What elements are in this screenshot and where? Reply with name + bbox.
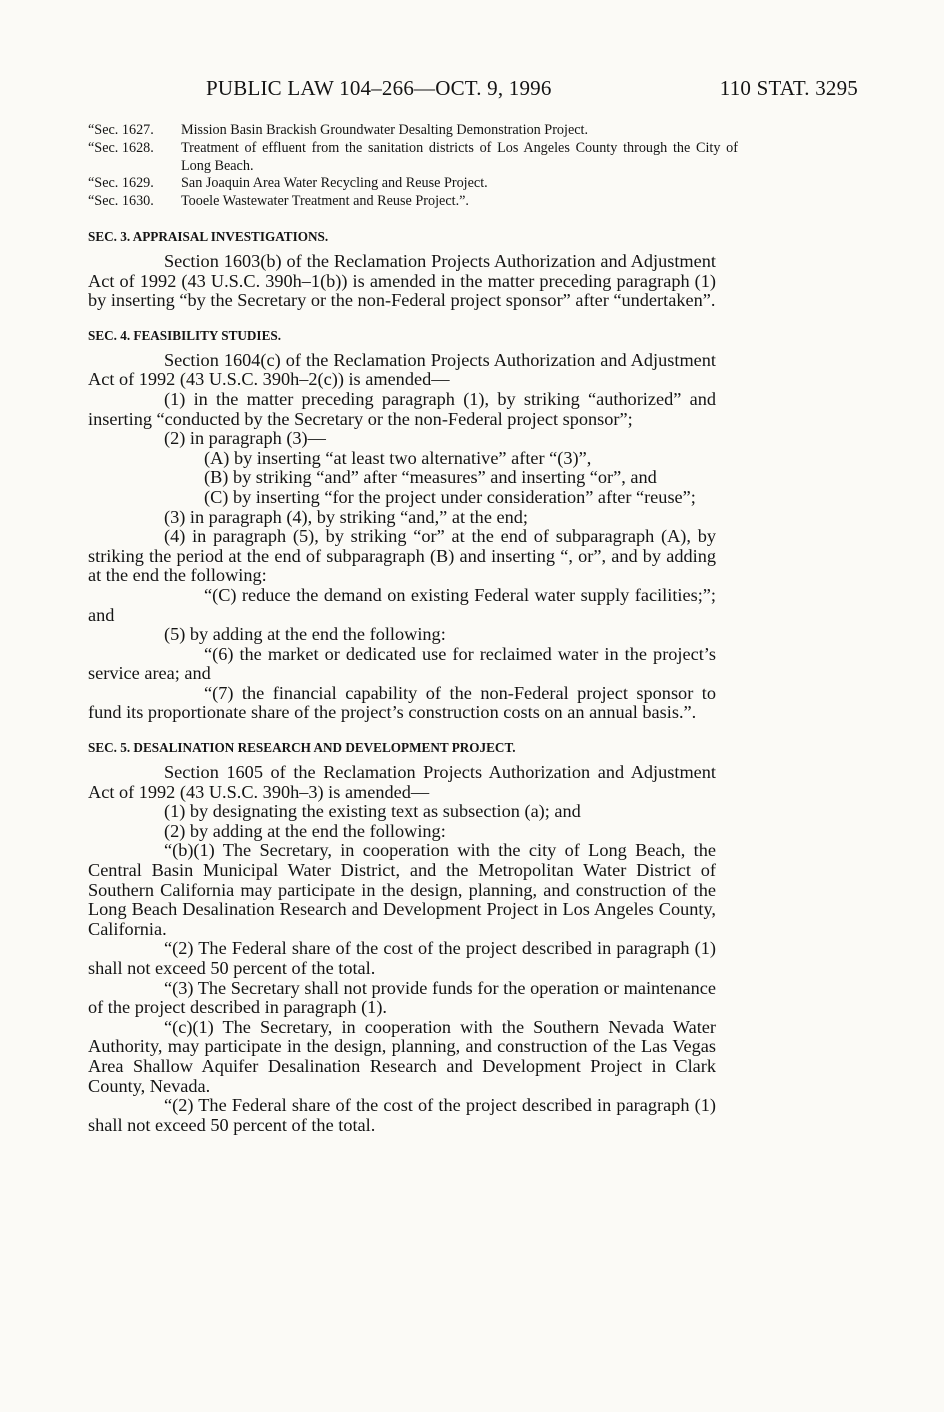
section-5-subsection-c2: “(2) The Federal share of the cost of the project described in paragraph (1) shall not exceed 50 percent of the total.	[88, 1095, 716, 1135]
section-5-paragraph-1: (1) by designating the existing text as subsection (a); and	[164, 801, 581, 822]
toc-entry	[88, 122, 738, 140]
toc-entry-title: Mission Basin Brackish Groundwater Desalting Demonstration Project.	[181, 122, 589, 138]
section-4-subparagraph-c: (C) by inserting “for the project under consideration” after “reuse”;	[204, 486, 696, 507]
toc-entry-number: “Sec. 1627.	[88, 122, 154, 138]
section-4-inserted-c: “(C) reduce the demand on existing Federal water supply facilities;”; and	[88, 584, 716, 625]
section-5-subsection-b1: “(b)(1) The Secretary, in cooperation with the city of Long Beach, the Central Basin Municipal Water District, and the Metropolitan Water District of Southern California may participate in the design, planning, and construction of the Long Beach Desalination Research and Development Project in Los Angeles County, California.	[88, 840, 716, 939]
section-5-subsection-c1: “(c)(1) The Secretary, in cooperation with the Southern Nevada Water Authority, may participate in the design, planning, and construction of the Las Vegas Area Shallow Aquifer Desalination Research and Development Project in Clark County, Nevada.	[88, 1016, 716, 1096]
section-5-heading: SEC. 5. DESALINATION RESEARCH AND DEVELOPMENT PROJECT.	[88, 740, 516, 756]
toc-entry-number: “Sec. 1630.	[88, 193, 154, 210]
section-4-paragraph-3: (3) in paragraph (4), by striking “and,” at the end;	[164, 506, 528, 527]
toc-entry-number: “Sec. 1628.	[88, 139, 154, 156]
toc-entry-title: San Joaquin Area Water Recycling and Reuse Project.	[181, 175, 488, 192]
section-4-paragraph-5: (5) by adding at the end the following:	[164, 624, 446, 645]
toc-entry	[88, 193, 738, 211]
section-3-text: Section 1603(b) of the Reclamation Projects Authorization and Adjustment Act of 1992 (43 U.S.C. 390h–1(b)) is amended in the matter preceding paragraph (1) by inserting “by the Secretary or the non-Federal project sponsor” after “undertaken”.	[88, 251, 716, 311]
document-body	[88, 222, 716, 1135]
table-of-contents-excerpt	[88, 122, 738, 211]
section-5-subsection-b2: “(2) The Federal share of the cost of the project described in paragraph (1) shall not exceed 50 percent of the total.	[88, 938, 716, 978]
section-4-subparagraph-b: (B) by striking “and” after “measures” and inserting “or”, and	[204, 467, 657, 488]
section-5-subsection-b3: “(3) The Secretary shall not provide funds for the operation or maintenance of the project described in paragraph (1).	[88, 977, 716, 1018]
toc-entry	[88, 175, 738, 193]
section-4-inserted-7: “(7) the financial capability of the non-Federal project sponsor to fund its proportionate share of the project’s construction costs on an annual basis.”.	[88, 682, 716, 723]
section-4-heading: SEC. 4. FEASIBILITY STUDIES.	[88, 327, 281, 343]
toc-entry	[88, 140, 738, 176]
toc-entry-title: Treatment of effluent from the sanitation districts of Los Angeles County through the City of Long Beach.	[181, 139, 738, 174]
section-4-paragraph-4: (4) in paragraph (5), by striking “or” at the end of subparagraph (A), by striking the period at the end of subparagraph (B) and inserting “, or”, and by adding at the end the following:	[88, 526, 716, 586]
running-header-law: PUBLIC LAW 104–266—OCT. 9, 1996	[206, 76, 552, 100]
section-4-paragraph-1: (1) in the matter preceding paragraph (1), by striking “authorized” and inserting “conducted by the Secretary or the non-Federal project sponsor”;	[88, 388, 716, 429]
section-5-paragraph-2: (2) by adding at the end the following:	[164, 820, 446, 841]
section-5-intro: Section 1605 of the Reclamation Projects Authorization and Adjustment Act of 1992 (43 U.S.C. 390h–3) is amended—	[88, 762, 716, 802]
section-3-heading: SEC. 3. APPRAISAL INVESTIGATIONS.	[88, 229, 329, 244]
section-4-inserted-6: “(6) the market or dedicated use for reclaimed water in the project’s service area; and	[88, 643, 716, 684]
toc-entry-number: “Sec. 1629.	[88, 175, 154, 192]
section-4-subparagraph-a: (A) by inserting “at least two alternative” after “(3)”,	[204, 447, 592, 468]
running-header-stat: 110 STAT. 3295	[719, 76, 858, 100]
toc-entry-title: Tooele Wastewater Treatment and Reuse Project.”.	[181, 193, 469, 210]
section-4-paragraph-2: (2) in paragraph (3)—	[164, 428, 326, 449]
section-4-intro: Section 1604(c) of the Reclamation Projects Authorization and Adjustment Act of 1992 (43 U.S.C. 390h–2(c)) is amended—	[88, 349, 716, 390]
